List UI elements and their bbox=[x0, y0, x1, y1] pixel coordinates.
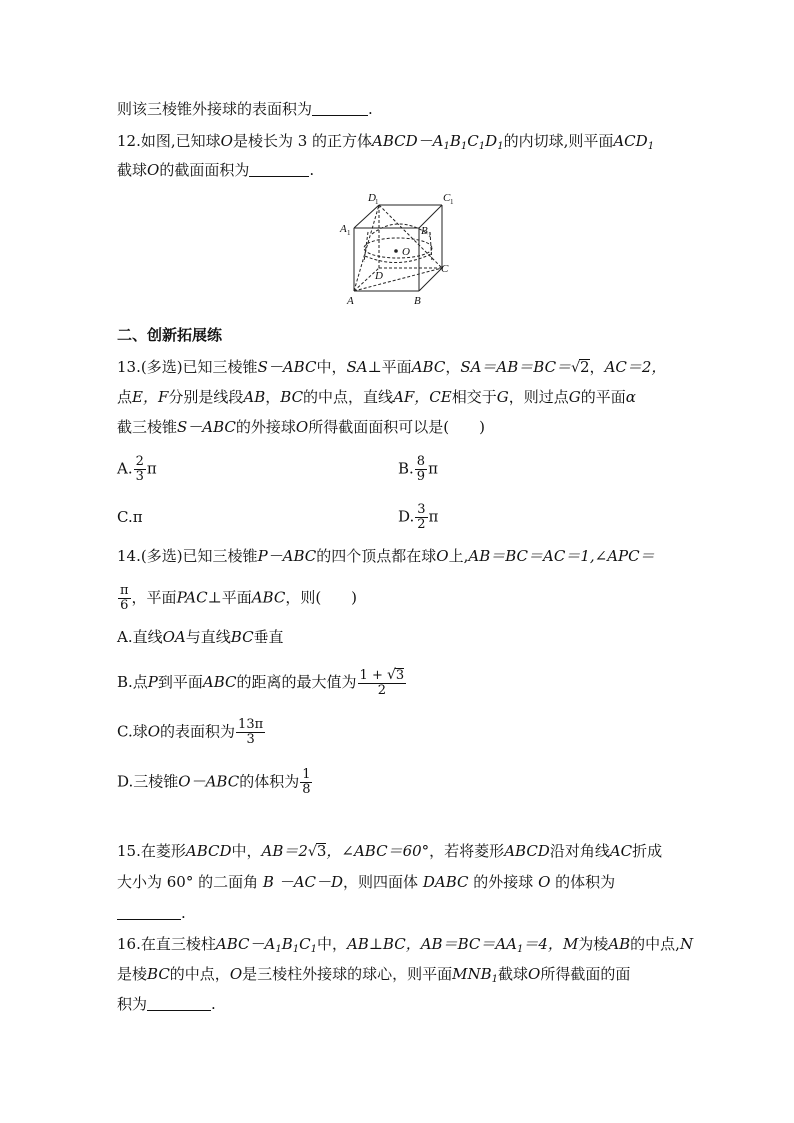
text: 中， bbox=[231, 842, 262, 860]
text: 折成 bbox=[632, 842, 663, 860]
fraction bbox=[415, 455, 427, 484]
math: AB⊥BC，AB＝BC＝AA bbox=[346, 935, 518, 953]
option-13-C[interactable]: C.π bbox=[117, 508, 143, 526]
math: O bbox=[220, 132, 233, 150]
math: N bbox=[679, 935, 694, 953]
math: BC bbox=[147, 965, 170, 983]
text: 所得截面的面 bbox=[540, 965, 631, 983]
question-16-line-1 bbox=[117, 933, 693, 955]
text: C.球 bbox=[117, 722, 148, 741]
text: 是棱长为 3 的正方体 bbox=[232, 132, 373, 150]
question-15-line-1: 15.在菱形ABCD中，AB＝2√3，∠ABC＝60°，若将菱形ABCD沿对角线AC折成 bbox=[117, 842, 663, 860]
math: C bbox=[299, 935, 311, 953]
text: ⊥平面 bbox=[207, 588, 252, 607]
math: α bbox=[625, 388, 636, 406]
label-A1: A bbox=[340, 223, 347, 235]
fraction bbox=[300, 768, 312, 797]
numerator: 1 bbox=[302, 767, 311, 782]
math: 3 bbox=[395, 668, 405, 683]
text: 所得截面面积可以是( ) bbox=[308, 418, 485, 436]
sub: 1 bbox=[275, 944, 282, 955]
pi: π bbox=[428, 459, 438, 478]
fraction bbox=[134, 455, 146, 484]
text: 14.(多选)已知三棱锥 bbox=[117, 547, 258, 565]
text: 的内切球,则平面 bbox=[503, 132, 614, 150]
text: A.直线 bbox=[117, 628, 163, 646]
text: 相交于 bbox=[451, 388, 497, 406]
option-13-B[interactable] bbox=[398, 455, 438, 484]
math: 1 + bbox=[359, 668, 383, 683]
sub: 1 bbox=[478, 141, 486, 152]
center-point bbox=[394, 249, 398, 253]
sub: 1 bbox=[647, 141, 655, 152]
text: 15.在菱形 bbox=[117, 842, 186, 860]
cube-sphere-figure bbox=[332, 188, 462, 310]
sub: 1 bbox=[292, 944, 300, 955]
text: D.三棱锥 bbox=[117, 772, 179, 791]
math: ABC bbox=[202, 673, 237, 691]
text: 的外接球 bbox=[235, 418, 296, 436]
math: ACD bbox=[613, 132, 648, 150]
text: 的中点， bbox=[169, 965, 230, 983]
math: SA bbox=[346, 358, 368, 376]
math: 3 bbox=[316, 842, 327, 860]
math: AB bbox=[608, 935, 631, 953]
denominator: 3 bbox=[135, 469, 144, 484]
option-13-D[interactable] bbox=[398, 503, 438, 532]
fraction bbox=[118, 584, 131, 613]
question-14-line-2 bbox=[117, 584, 357, 613]
math: M bbox=[562, 935, 579, 953]
math: AB＝BC＝AC＝1,∠APC＝ bbox=[468, 547, 655, 565]
answer-blank bbox=[312, 100, 368, 116]
text: 的表面积为 bbox=[160, 722, 236, 741]
text: 为棱 bbox=[578, 935, 609, 953]
math: ABC－A bbox=[215, 935, 276, 953]
text: 的中点, bbox=[630, 935, 680, 953]
math: G bbox=[496, 388, 509, 406]
label-A: A bbox=[347, 295, 354, 307]
math: ABCD bbox=[185, 842, 232, 860]
text: ⊥平面 bbox=[367, 358, 412, 376]
text: 到平面 bbox=[157, 673, 203, 691]
denominator: 2 bbox=[417, 517, 426, 532]
math: O bbox=[436, 547, 449, 565]
question-15-line-2 bbox=[117, 871, 615, 893]
option-letter: B. bbox=[398, 459, 414, 478]
fraction bbox=[236, 718, 265, 747]
denominator: 8 bbox=[302, 782, 311, 797]
line-prev-question-end: 则该三棱锥外接球的表面积为 . bbox=[117, 100, 373, 118]
sphere-top-arc bbox=[372, 224, 428, 234]
math: S－ABC bbox=[257, 358, 317, 376]
numerator: 13π bbox=[238, 717, 264, 732]
math: E，F bbox=[132, 388, 169, 406]
text: 与直线 bbox=[185, 628, 231, 646]
text: 的四个顶点都在球 bbox=[316, 547, 437, 565]
question-13-line-1: 13.(多选)已知三棱锥S－ABC中，SA⊥平面ABC，SA＝AB＝BC＝√2，AC＝2， bbox=[117, 358, 667, 376]
pi: π bbox=[428, 507, 439, 526]
text: 截球 bbox=[117, 161, 148, 179]
label-C1: C bbox=[443, 192, 451, 204]
math: G bbox=[568, 388, 581, 406]
denominator: 6 bbox=[120, 598, 129, 613]
text: 截三棱锥 bbox=[117, 418, 178, 436]
math: PAC bbox=[176, 588, 208, 607]
math: AC bbox=[609, 842, 633, 860]
numerator: π bbox=[120, 583, 129, 598]
label-C: C bbox=[441, 263, 449, 275]
label-sub: 1 bbox=[450, 198, 454, 206]
option-letter: D. bbox=[398, 507, 415, 526]
sub: 1 bbox=[443, 141, 450, 152]
text: 中， bbox=[316, 358, 347, 376]
text: ，平面 bbox=[131, 588, 177, 607]
math: BC bbox=[280, 388, 304, 406]
math: 2 bbox=[580, 358, 590, 376]
math: AB bbox=[243, 388, 266, 406]
text: 沿对角线 bbox=[549, 842, 610, 860]
math: P bbox=[147, 673, 158, 691]
question-14-line-1 bbox=[117, 545, 655, 567]
text: 点 bbox=[117, 388, 133, 406]
math: ＝4， bbox=[523, 935, 563, 953]
label-B: B bbox=[414, 295, 421, 307]
text: 16.在直三棱柱 bbox=[117, 935, 216, 953]
option-14-C[interactable] bbox=[117, 718, 266, 747]
text: 的平面 bbox=[580, 388, 626, 406]
answer-blank bbox=[249, 161, 309, 177]
question-13-line-3 bbox=[117, 416, 485, 438]
label-sub: 1 bbox=[428, 231, 432, 239]
math: O bbox=[147, 161, 160, 179]
text: 则该三棱锥外接球的表面积为 bbox=[117, 100, 313, 118]
numerator: 8 bbox=[416, 454, 426, 469]
text: ，则四面体 bbox=[343, 873, 419, 891]
label-B1: B bbox=[421, 225, 428, 237]
label-sub: 1 bbox=[375, 198, 379, 206]
math: O bbox=[538, 873, 551, 891]
question-13-line-2: 点E，F分别是线段AB，BC的中点，直线AF，CE相交于G，则过点G的平面α bbox=[117, 388, 636, 406]
text: ，若将菱形 bbox=[429, 842, 505, 860]
text: 上, bbox=[448, 547, 469, 565]
sub: 1 bbox=[517, 944, 524, 955]
section-heading: 二、创新拓展练 bbox=[117, 326, 223, 344]
math: AC＝2， bbox=[604, 358, 667, 376]
math: O bbox=[147, 722, 161, 741]
text: 积为 bbox=[117, 995, 148, 1013]
math: ABC bbox=[251, 588, 286, 607]
text: 的体积为 bbox=[239, 772, 300, 791]
fraction bbox=[358, 668, 407, 698]
math: S－ABC bbox=[177, 418, 236, 436]
math: B bbox=[449, 132, 461, 150]
text: 垂直 bbox=[253, 628, 284, 646]
option-14-A[interactable] bbox=[117, 626, 284, 648]
text: 大小为 60° 的二面角 bbox=[117, 873, 259, 891]
math: AB＝2 bbox=[261, 842, 308, 860]
math: O bbox=[229, 965, 243, 983]
question-12-line-2: 截球O的截面面积为 . bbox=[117, 161, 315, 179]
math: DABC bbox=[422, 873, 469, 891]
denominator: 9 bbox=[416, 469, 426, 484]
numerator: 2 bbox=[135, 454, 144, 469]
text: 是棱 bbox=[117, 965, 148, 983]
option-letter: A. bbox=[117, 459, 133, 478]
answer-blank bbox=[147, 995, 211, 1011]
question-16-line-3: 积为 . bbox=[117, 995, 216, 1013]
label-sub: 1 bbox=[347, 229, 351, 237]
pi: π bbox=[146, 459, 157, 478]
math: SA＝AB＝BC＝ bbox=[460, 358, 572, 376]
text: 的中点，直线 bbox=[303, 388, 394, 406]
text: 的截面面积为 bbox=[159, 161, 250, 179]
fraction bbox=[415, 503, 427, 532]
question-12-line-1 bbox=[117, 130, 654, 152]
math: P－ABC bbox=[257, 547, 317, 565]
label-O: O bbox=[402, 246, 410, 258]
text: 的体积为 bbox=[555, 873, 616, 891]
option-14-B[interactable] bbox=[117, 668, 407, 698]
text: ，则( ) bbox=[285, 588, 358, 607]
math: ，∠ABC＝60° bbox=[326, 842, 430, 860]
text: 中， bbox=[316, 935, 347, 953]
math: ABC bbox=[411, 358, 446, 376]
label-D: D bbox=[375, 270, 383, 282]
text: 的外接球 bbox=[473, 873, 534, 891]
math: B －AC－D bbox=[262, 873, 344, 891]
sub: 1 bbox=[460, 141, 468, 152]
denominator: 2 bbox=[377, 683, 386, 698]
question-16-line-2 bbox=[117, 963, 630, 985]
math: O－ABC bbox=[178, 772, 240, 791]
label-D1: D bbox=[368, 192, 376, 204]
answer-blank bbox=[117, 904, 181, 920]
numerator: 3 bbox=[417, 502, 426, 517]
math: D bbox=[485, 132, 498, 150]
math: C bbox=[467, 132, 479, 150]
option-14-D[interactable] bbox=[117, 768, 313, 797]
math: OA bbox=[162, 628, 186, 646]
text: 截球 bbox=[498, 965, 529, 983]
text: 12.如图,已知球 bbox=[117, 132, 221, 150]
sub: 1 bbox=[310, 944, 317, 955]
option-13-A[interactable] bbox=[117, 455, 157, 484]
math: ABCD－A bbox=[372, 132, 444, 150]
text: 的距离的最大值为 bbox=[236, 673, 357, 691]
edge bbox=[419, 268, 442, 291]
denominator: 3 bbox=[246, 732, 255, 747]
sub: 1 bbox=[497, 141, 504, 152]
sub: 1 bbox=[491, 974, 499, 985]
text: 分别是线段 bbox=[168, 388, 244, 406]
math: O bbox=[295, 418, 309, 436]
math: ABCD bbox=[504, 842, 550, 860]
text: 13.(多选)已知三棱锥 bbox=[117, 358, 258, 376]
math: AF，CE bbox=[393, 388, 452, 406]
math: MNB bbox=[452, 965, 492, 983]
math: O bbox=[528, 965, 541, 983]
question-15-line-3: . bbox=[117, 902, 186, 924]
numerator: 1 + √3 bbox=[359, 667, 405, 683]
text: ，则过点 bbox=[508, 388, 569, 406]
text: 是三棱柱外接球的球心，则平面 bbox=[242, 965, 453, 983]
text: B.点 bbox=[117, 673, 148, 691]
math: BC bbox=[230, 628, 254, 646]
math: B bbox=[281, 935, 293, 953]
